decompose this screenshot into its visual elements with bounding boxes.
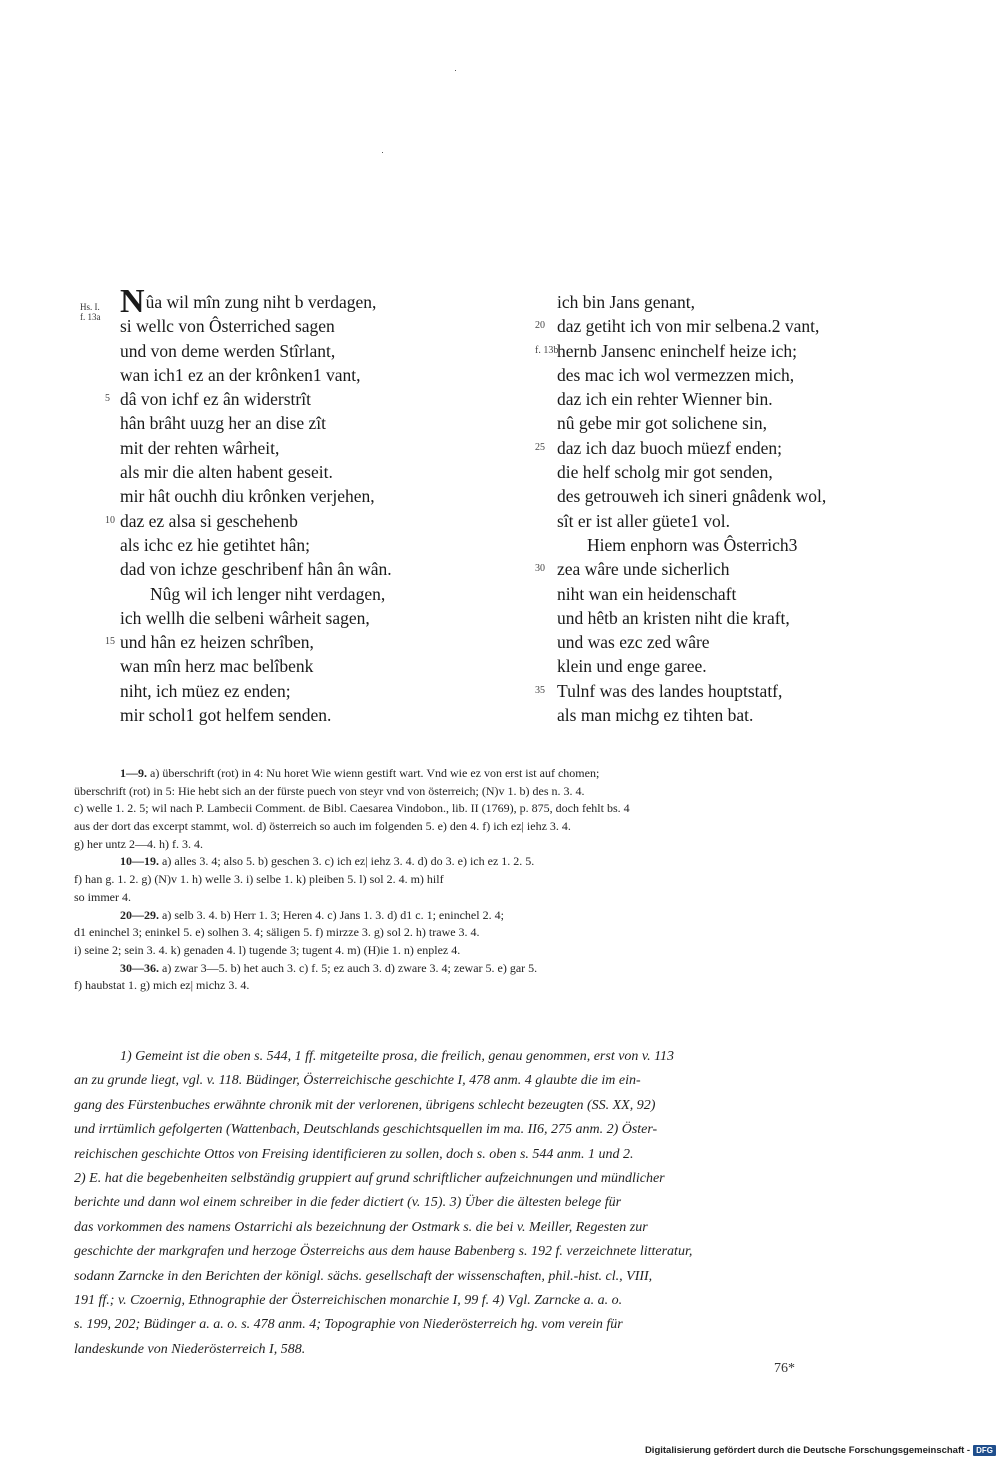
footnote-line: landeskunde von Niederösterreich I, 588. <box>74 1341 306 1357</box>
verse-text: sît er ist aller güete1 vol. <box>557 510 731 531</box>
line-number: 20 <box>535 320 545 332</box>
apparatus-text: f) haubstat 1. g) mich ez| michz 3. 4. <box>74 978 250 993</box>
verse-text: wan ich1 ez an der krônken1 vant, <box>120 364 361 385</box>
apparatus-line <box>74 765 896 783</box>
verse-text: und was ezc zed wâre <box>557 632 710 653</box>
verse-line <box>120 557 500 581</box>
verse-line <box>120 484 500 508</box>
verse-text: als ichc ez hie getihtet hân; <box>120 534 310 555</box>
apparatus-range: 1—9. <box>120 766 147 780</box>
verse-text: mir hât ouchh diu krônken verjehen, <box>120 486 375 507</box>
verse-text: dad von ichze geschribenf hân ân wân. <box>120 559 392 580</box>
verse-line <box>120 582 500 606</box>
apparatus-text: i) seine 2; sein 3. 4. k) genaden 4. l) tugende 3; tugent 4. m) (H)ie 1. n) enplez 4. <box>74 942 461 957</box>
apparatus-line <box>74 924 896 942</box>
footnote-line: das vorkommen des namens Ostarrichi als bezeichnung der Ostmark s. die bei v. Meiller, Regesten zur <box>74 1219 648 1235</box>
verse-text: daz getiht ich von mir selbena.2 vant, <box>557 316 820 337</box>
verse-text: klein und enge garee. <box>557 656 707 677</box>
verse-text: si wellc von Ôsterriched sagen <box>120 316 335 337</box>
apparatus-line <box>74 836 896 854</box>
verse-text: Nûg wil ich lenger niht verdagen, <box>150 583 386 604</box>
apparatus-line <box>74 871 896 889</box>
footnote-line: gang des Fürstenbuches erwähnte chronik mit der verlorenen, übrigens schlecht bezeugten (SS. XX, 92) <box>74 1097 656 1113</box>
apparatus-line <box>74 853 896 871</box>
verse-line <box>120 363 500 387</box>
verse-line <box>557 411 937 435</box>
verse-text: daz ich ein rehter Wienner bin. <box>557 389 773 410</box>
verse-line <box>120 436 500 460</box>
verse-text: hernb Jansenc eninchelf heize ich; <box>557 340 798 361</box>
verse-text: daz ez alsa si geschehenb <box>120 510 298 531</box>
verse-line <box>557 290 937 314</box>
line-number: 5 <box>105 393 110 405</box>
verse-line <box>557 387 937 411</box>
poem-right-column <box>535 290 937 727</box>
verse-line <box>120 679 500 703</box>
verse-line <box>105 509 500 533</box>
verse-text: Tulnf was des landes houptstatf, <box>557 680 783 701</box>
digitization-credit <box>645 1445 996 1456</box>
apparatus-range: 30—36. <box>120 960 159 975</box>
line-number: 25 <box>535 441 545 453</box>
verse-text: und hân ez heizen schrîben, <box>120 632 314 653</box>
verse-text: nû gebe mir got solichene sin, <box>557 413 767 434</box>
poem-left-column <box>105 283 500 727</box>
apparatus-line <box>74 960 896 978</box>
verse-text: zea wâre unde sicherlich <box>557 559 730 580</box>
initial-capital: N <box>120 283 145 320</box>
apparatus-line <box>74 942 896 960</box>
verse-line <box>557 484 937 508</box>
apparatus-group <box>74 853 896 906</box>
apparatus-line <box>74 977 896 995</box>
verse-text: niht, ich müez ez enden; <box>120 680 291 701</box>
verse-text: mit der rehten wârheit, <box>120 437 280 458</box>
verse-text: dâ von ichf ez ân widerstrît <box>120 389 311 410</box>
verse-line <box>120 606 500 630</box>
footnote-line: 191 ff.; v. Czoernig, Ethnographie der Österreichischen monarchie I, 99 f. 4) Vgl. Zarncke a. a. o. <box>74 1292 623 1308</box>
verse-text: die helf scholg mir got senden, <box>557 462 773 483</box>
verse-line <box>557 654 937 678</box>
verse-text: hân brâht uuzg her an dise zît <box>120 413 327 434</box>
apparatus-text: a) selb 3. 4. b) Herr 1. 3; Heren 4. c) Jans 1. 3. d) d1 c. 1; eninchel 2. 4; <box>162 907 504 922</box>
verse-text: und hêtb an kristen niht die kraft, <box>557 607 790 628</box>
verse-line <box>557 606 937 630</box>
footnote-line: s. 199, 202; Büdinger a. a. o. s. 478 anm. 4; Topographie von Niederösterreich hg. vom verein für <box>74 1317 623 1333</box>
footnote-line: und irrtümlich gefolgerten (Wattenbach, Deutschlands geschichtsquellen im ma. II6, 275 anm. 2) Öster- <box>74 1122 658 1138</box>
apparatus-group <box>74 765 896 853</box>
footnote-line: an zu grunde liegt, vgl. v. 118. Büdinger, Österreichische geschichte I, 478 anm. 4 glaubte die im ein- <box>74 1073 641 1089</box>
apparatus-group <box>74 960 896 995</box>
verse-line <box>120 314 500 338</box>
verse-text: des getrouweh ich sineri gnâdenk wol, <box>557 486 827 507</box>
verse-text: und von deme werden Stîrlant, <box>120 340 336 361</box>
apparatus-text: a) alles 3. 4; also 5. b) geschen 3. c) ich ez| iehz 3. 4. d) do 3. e) ich ez 1. 2. 5. <box>162 854 535 869</box>
verse-text: wan mîn herz mac belîbenk <box>120 656 314 677</box>
verse-line <box>557 363 937 387</box>
verse-line <box>535 557 937 581</box>
footnote-line: 2) E. hat die begebenheiten selbständig gruppiert auf grund schriftlicher aufzeichnungen und mündlicher <box>74 1170 665 1186</box>
verse-text: als mir die alten habent geseit. <box>120 462 333 483</box>
apparatus-line <box>74 783 896 801</box>
verse-line <box>120 654 500 678</box>
apparatus-line <box>74 818 896 836</box>
verse-line <box>105 630 500 654</box>
verse-line <box>557 703 937 727</box>
verse-line <box>120 460 500 484</box>
footnote-line: berichte und dann wol einem schreiber in die feder dictiert (v. 15). 3) Über die ältesten belege für <box>74 1195 622 1211</box>
verse-line <box>535 314 937 338</box>
verse-line <box>120 533 500 557</box>
verse-line <box>120 703 500 727</box>
verse-line <box>535 679 937 703</box>
apparatus-line <box>74 889 896 907</box>
apparatus-line <box>74 800 896 818</box>
apparatus-text: a) zwar 3—5. b) het auch 3. c) f. 5; ez auch 3. d) zware 3. 4; zewar 5. e) gar 5. <box>162 960 538 975</box>
verse-text: des mac ich wol vermezzen mich, <box>557 364 795 385</box>
footnote-line: geschichte der markgrafen und herzoge Österreichs aus dem hause Babenberg s. 192 f. verzeichnete litteratur, <box>74 1244 693 1260</box>
verse-text: mir schol1 got helfem senden. <box>120 705 332 726</box>
verse-line <box>105 387 500 411</box>
verse-line <box>535 436 937 460</box>
credit-text: Digitalisierung gefördert durch die Deutsche Forschungsgemeinschaft - <box>644 1445 971 1456</box>
apparatus-text: aus der dort das excerpt stammt, wol. d) österreich so auch im folgenden 5. e) den 4. f) ich ez| iehz 3. 4. <box>74 819 571 834</box>
critical-apparatus <box>74 765 896 995</box>
manuscript-reference-line: f. 13a <box>80 312 101 322</box>
apparatus-range: 10—19. <box>120 854 159 869</box>
apparatus-group <box>74 907 896 960</box>
verse-text: ich wellh die selbeni wârheit sagen, <box>120 607 370 628</box>
verse-line <box>535 339 937 363</box>
page-number: 76* <box>774 1361 795 1376</box>
apparatus-text: überschrift (rot) in 5: Hie hebt sich an der fürste puech von steyr vnd von österreich; (N)v 1. b) des n. 3. 4. <box>74 783 585 798</box>
apparatus-range: 20—29. <box>120 907 159 922</box>
verse-line <box>557 509 937 533</box>
line-number: 35 <box>535 684 545 696</box>
manuscript-reference-line: Hs. I. <box>80 302 100 312</box>
apparatus-line <box>74 907 896 925</box>
verse-line <box>557 460 937 484</box>
scan-speck <box>455 70 456 71</box>
verse-line <box>557 630 937 654</box>
verse-line <box>120 339 500 363</box>
footnotes <box>74 1045 896 1362</box>
apparatus-text: c) welle 1. 2. 5; wil nach P. Lambecii Comment. de Bibl. Caesarea Vindobon., lib. II (1769), p. 875, doch fehlt bs. 4 <box>74 801 630 816</box>
apparatus-text: a) überschrift (rot) in 4: Nu horet Wie wienn gestift wart. Vnd wie ez von erst ist auf chomen; <box>150 766 600 780</box>
verse-text: niht wan ein heidenschaft <box>557 583 737 604</box>
line-number: f. 13b <box>535 344 559 356</box>
line-number: 15 <box>105 636 115 648</box>
verse-text: Hiem enphorn was Ôsterrich3 <box>587 534 798 555</box>
footnote-line: 1) Gemeint ist die oben s. 544, 1 ff. mitgeteilte prosa, die freilich, genau genommen, erst von v. 113 <box>120 1049 675 1064</box>
verse-line <box>120 283 500 320</box>
verse-text: ich bin Jans genant, <box>557 292 696 312</box>
verse-text: daz ich daz buoch müezf enden; <box>557 437 782 458</box>
apparatus-text: g) her untz 2—4. h) f. 3. 4. <box>74 836 203 851</box>
manuscript-reference <box>80 302 101 322</box>
apparatus-text: so immer 4. <box>74 889 131 904</box>
footnote-line: reichischen geschichte Ottos von Freising identificieren zu sollen, doch s. oben s. 544 anm. 1 und 2. <box>74 1146 634 1162</box>
dfg-logo: DFG <box>973 1445 996 1456</box>
apparatus-text: d1 eninchel 3; eninkel 5. e) solhen 3. 4; säligen 5. f) mirzze 3. g) sol 2. h) trawe 3. 4. <box>74 925 480 940</box>
verse-text: als man michg ez tihten bat. <box>557 705 754 726</box>
verse-line <box>557 533 937 557</box>
verse-line <box>120 411 500 435</box>
verse-line <box>557 582 937 606</box>
line-number: 10 <box>105 514 115 526</box>
line-number: 30 <box>535 563 545 575</box>
apparatus-text: f) han g. 1. 2. g) (N)v 1. h) welle 3. i) selbe 1. k) pleiben 5. l) sol 2. 4. m) hilf <box>74 872 444 887</box>
scan-speck <box>382 152 383 153</box>
verse-text: ûa wil mîn zung niht b verdagen, <box>145 292 377 312</box>
footnote-line: sodann Zarncke in den Berichten der königl. sächs. gesellschaft der wissenschaften, phil.-hist. cl., VIII, <box>74 1268 653 1284</box>
